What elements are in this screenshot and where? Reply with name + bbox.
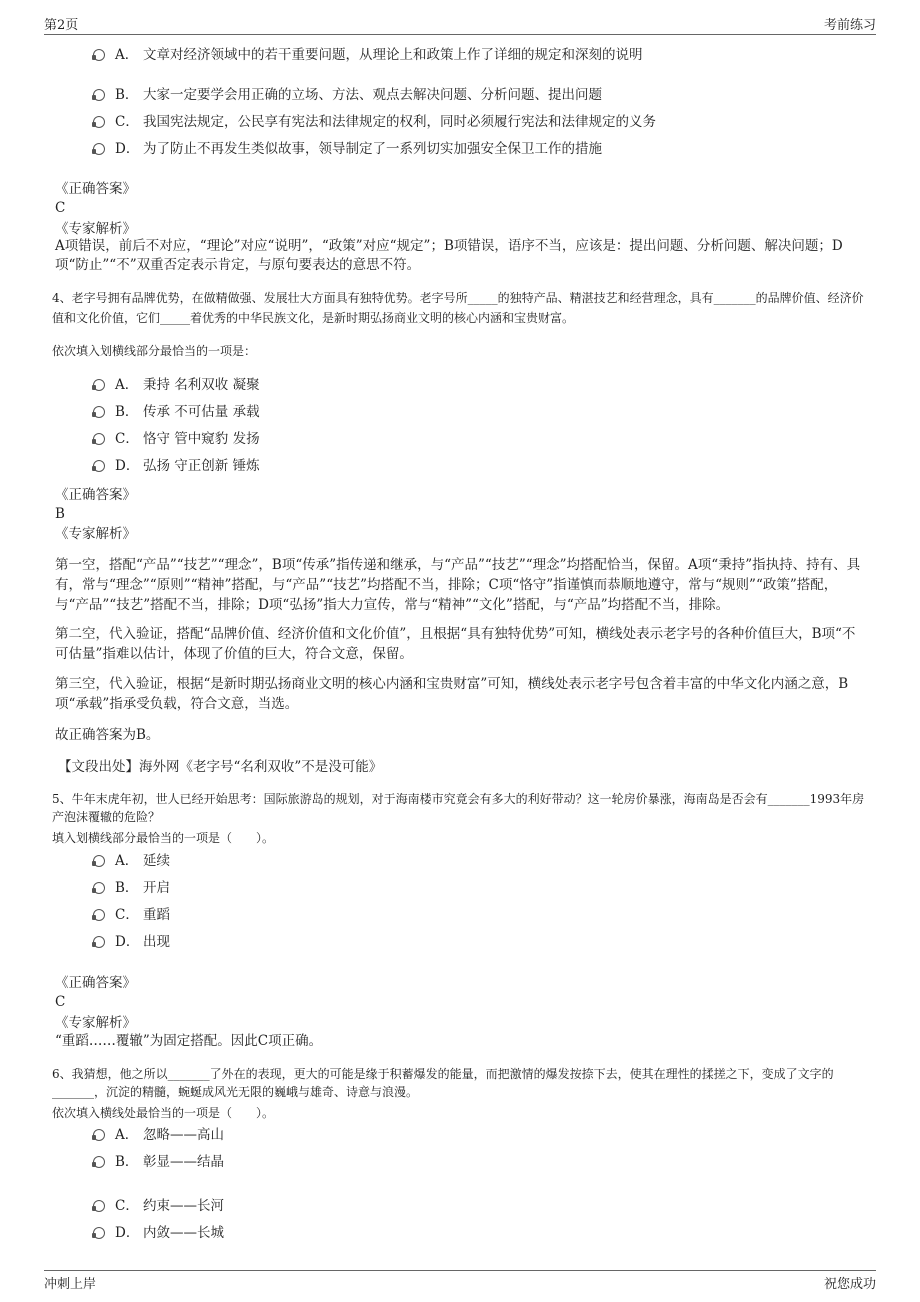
page-header <box>44 12 876 35</box>
footer-left-text: 冲刺上岸 <box>44 1277 97 1292</box>
q6-prompt: 依次填入横线处最恰当的一项是（ ）。 <box>52 1106 275 1120</box>
q4-analysis-p2: 第二空，代入验证，搭配“品牌价值、经济价值和文化价值”，且根据“具有独特优势”可知，横线处表示老字号的各种价值巨大，B项“不可估量”指难以估计，体现了价值的巨大，符合文意，保留。 <box>55 626 856 662</box>
q4-option-b[interactable]: B． 传承 不可估量 承载 <box>93 401 260 423</box>
radio-icon[interactable] <box>93 909 105 921</box>
q4-answer-heading: 《正确答案》 <box>55 487 136 503</box>
radio-icon[interactable] <box>93 116 105 128</box>
header-title: 考前练习 <box>823 18 876 33</box>
q5-stem: 5、牛年末虎年初，世人已经开始思考：国际旅游岛的规划，对于海南楼市究竟会有多大的利好带动？这一轮房价暴涨，海南岛是否会有_______1993年房产泡沫覆辙的危险？ <box>52 792 865 824</box>
q6-option-d[interactable]: D． 内敛——长城 <box>93 1222 224 1244</box>
q5-option-a[interactable]: A． 延续 <box>93 850 170 872</box>
q4-prompt: 依次填入划横线部分最恰当的一项是： <box>52 344 257 358</box>
page-number: 第2页 <box>44 18 79 33</box>
q5-answer-heading: 《正确答案》 <box>55 975 136 991</box>
q3-option-b[interactable]: B． 大家一定要学会用正确的立场、方法、观点去解决问题、分析问题、提出问题 <box>93 84 602 106</box>
radio-icon[interactable] <box>93 460 105 472</box>
q5-option-d[interactable]: D． 出现 <box>93 931 170 953</box>
q3-answer-heading: 《正确答案》 <box>55 181 136 197</box>
q4-option-a[interactable]: A． 秉持 名利双收 凝聚 <box>93 374 260 396</box>
q6-stem: 6、我猜想，他之所以_______了外在的表现，更大的可能是缘于积蓄爆发的能量，而把激情的爆发按捺下去，使其在理性的揉搓之下，变成了文字的_______，沉淀的精髓，蜿蜒成风光无限的巍峨与雄奇、诗意与浪漫。 <box>52 1067 834 1099</box>
footer-right-text: 祝您成功 <box>823 1277 876 1292</box>
q4-analysis-p3: 第三空，代入验证，根据“是新时期弘扬商业文明的核心内涵和宝贵财富”可知，横线处表示老字号包含着丰富的中华文化内涵之意，B项“承载”指承受负载，符合文意，当选。 <box>55 676 849 712</box>
radio-icon[interactable] <box>93 433 105 445</box>
q4-source: 【文段出处】海外网《老字号“名利双收”不是没可能》 <box>58 759 383 775</box>
page-footer <box>44 1270 876 1292</box>
radio-icon[interactable] <box>93 406 105 418</box>
q4-analysis-p4: 故正确答案为B。 <box>55 727 160 743</box>
q3-analysis: A项错误，前后不对应，“理论”对应“说明”，“政策”对应“规定”；B项错误，语序不当，应该是：提出问题、分析问题、解决问题；D项“防止”“不”双重否定表示肯定，与原句要表达的意思不符。 <box>55 238 843 273</box>
q3-option-c[interactable]: C． 我国宪法规定，公民享有宪法和法律规定的权利，同时必须履行宪法和法律规定的义务 <box>93 111 656 133</box>
radio-icon[interactable] <box>93 882 105 894</box>
q5-analysis-heading: 《专家解析》 <box>55 1015 136 1031</box>
q6-option-a[interactable]: A． 忽略——高山 <box>93 1124 224 1146</box>
radio-icon[interactable] <box>93 1156 105 1168</box>
radio-icon[interactable] <box>93 143 105 155</box>
q6-option-b[interactable]: B． 彰显——结晶 <box>93 1151 224 1173</box>
q4-option-d[interactable]: D． 弘扬 守正创新 锤炼 <box>93 455 260 477</box>
q3-option-d[interactable]: D． 为了防止不再发生类似故事，领导制定了一系列切实加强安全保卫工作的措施 <box>93 138 602 160</box>
radio-icon[interactable] <box>93 1227 105 1239</box>
q3-analysis-heading: 《专家解析》 <box>55 221 136 237</box>
radio-icon[interactable] <box>93 379 105 391</box>
q5-option-c[interactable]: C． 重蹈 <box>93 904 170 926</box>
q4-option-c[interactable]: C． 恪守 管中窥豹 发扬 <box>93 428 260 450</box>
q4-stem: 4、老字号拥有品牌优势，在做精做强、发展壮大方面具有独特优势。老字号所_____的独特产品、精湛技艺和经营理念，具有_______的品牌价值、经济价值和文化价值，它们_____着优秀的中华民族文化，是新时期弘扬商业文明的核心内涵和宝贵财富。 <box>52 291 864 325</box>
q5-option-b[interactable]: B． 开启 <box>93 877 170 899</box>
q5-prompt: 填入划横线部分最恰当的一项是（ ）。 <box>52 831 275 845</box>
q5-analysis: “重蹈……覆辙”为固定搭配。因此C项正确。 <box>55 1033 323 1049</box>
q4-analysis-heading: 《专家解析》 <box>55 526 136 542</box>
q4-answer: B <box>55 506 65 522</box>
radio-icon[interactable] <box>93 936 105 948</box>
radio-icon[interactable] <box>93 855 105 867</box>
q6-option-c[interactable]: C． 约束——长河 <box>93 1195 224 1217</box>
radio-icon[interactable] <box>93 49 105 61</box>
q4-analysis-p1: 第一空，搭配“产品”“技艺”“理念”，B项“传承”指传递和继承，与“产品”“技艺”“理念”均搭配恰当，保留。A项“秉持”指执持、持有、具有，常与“理念”“原则”“精神”搭配，与“产品”“技艺”均搭配不当，排除；C项“恪守”指谨慎而恭顺地遵守，常与“规则”“政策”搭配，与“产品”“技艺”搭配不当，排除；D项“弘扬”指大力宣传，常与“精神”“文化”搭配，与“产品”均搭配不当，排除。 <box>55 557 861 613</box>
q3-option-a[interactable]: A． 文章对经济领域中的若干重要问题，从理论上和政策上作了详细的规定和深刻的说明 <box>93 44 643 66</box>
radio-icon[interactable] <box>93 89 105 101</box>
radio-icon[interactable] <box>93 1129 105 1141</box>
q3-answer: C <box>55 200 66 216</box>
radio-icon[interactable] <box>93 1200 105 1212</box>
q5-answer: C <box>55 994 66 1010</box>
